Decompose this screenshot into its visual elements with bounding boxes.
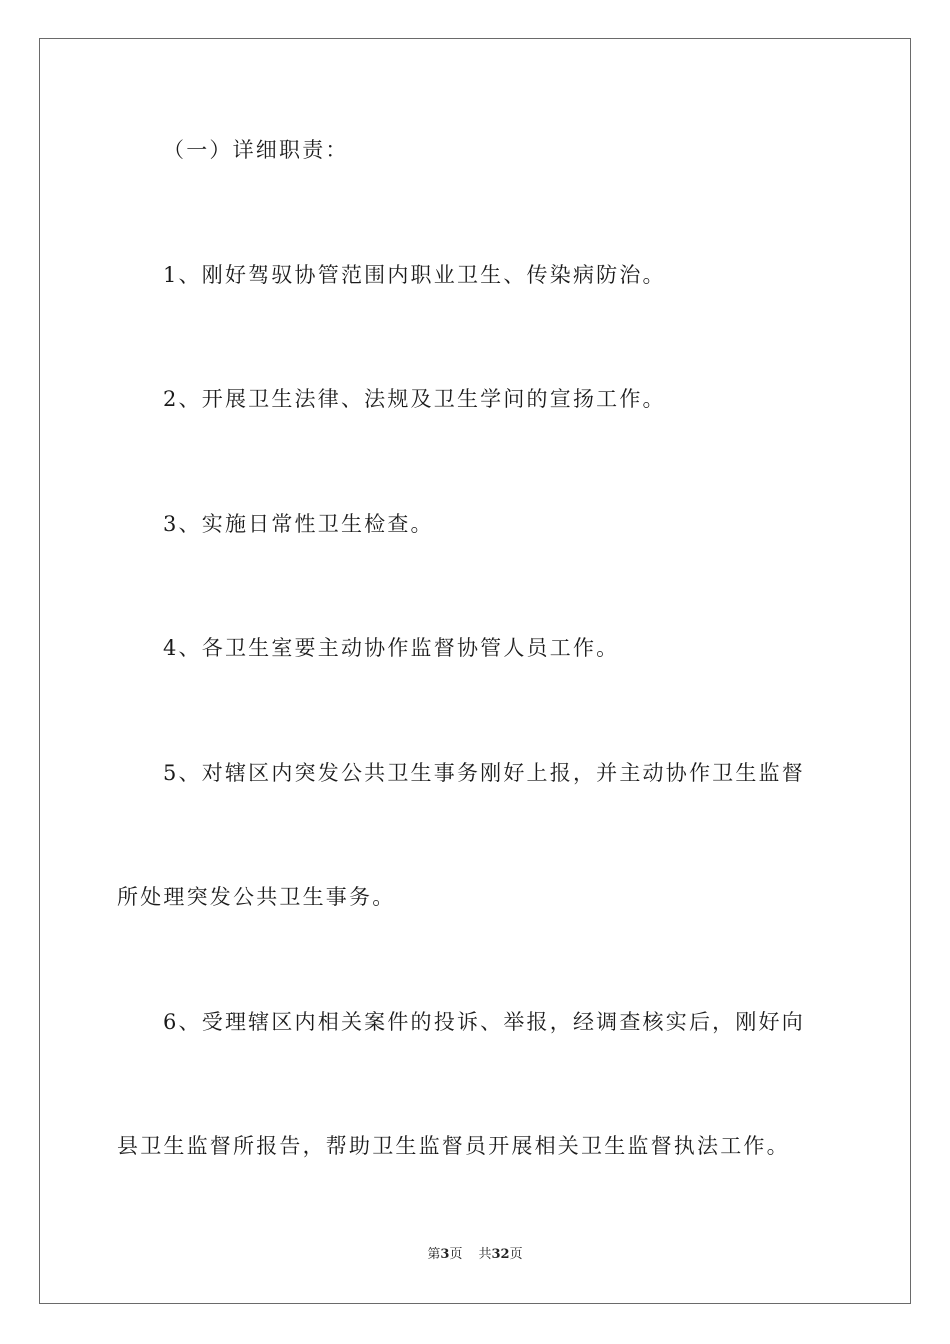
paragraph-item-3: 3、实施日常性卫生检查。	[163, 512, 434, 536]
page-border	[39, 38, 911, 1304]
paragraph-item-2: 2、开展卫生法律、法规及卫生学问的宣扬工作。	[163, 387, 666, 411]
footer-total-prefix: 共	[478, 1247, 492, 1262]
page-footer	[0, 1246, 950, 1264]
footer-total-pages: 32	[491, 1247, 510, 1262]
paragraph-item-4: 4、各卫生室要主动协作监督协管人员工作。	[163, 636, 620, 660]
footer-page-suffix: 页	[449, 1247, 463, 1262]
section-heading: （一）详细职责：	[163, 138, 349, 162]
paragraph-item-5-line-1: 5、对辖区内突发公共卫生事务刚好上报，并主动协作卫生监督	[163, 761, 805, 785]
footer-page-prefix: 第	[427, 1247, 441, 1262]
footer-page-number: 3	[440, 1247, 450, 1262]
paragraph-item-5-line-2: 所处理突发公共卫生事务。	[117, 885, 396, 909]
footer-total-suffix: 页	[509, 1247, 523, 1262]
paragraph-item-6-line-1: 6、受理辖区内相关案件的投诉、举报，经调查核实后，刚好向	[163, 1010, 805, 1034]
paragraph-item-1: 1、刚好驾驭协管范围内职业卫生、传染病防治。	[163, 263, 666, 287]
paragraph-item-6-line-2: 县卫生监督所报告，帮助卫生监督员开展相关卫生监督执法工作。	[117, 1134, 790, 1158]
